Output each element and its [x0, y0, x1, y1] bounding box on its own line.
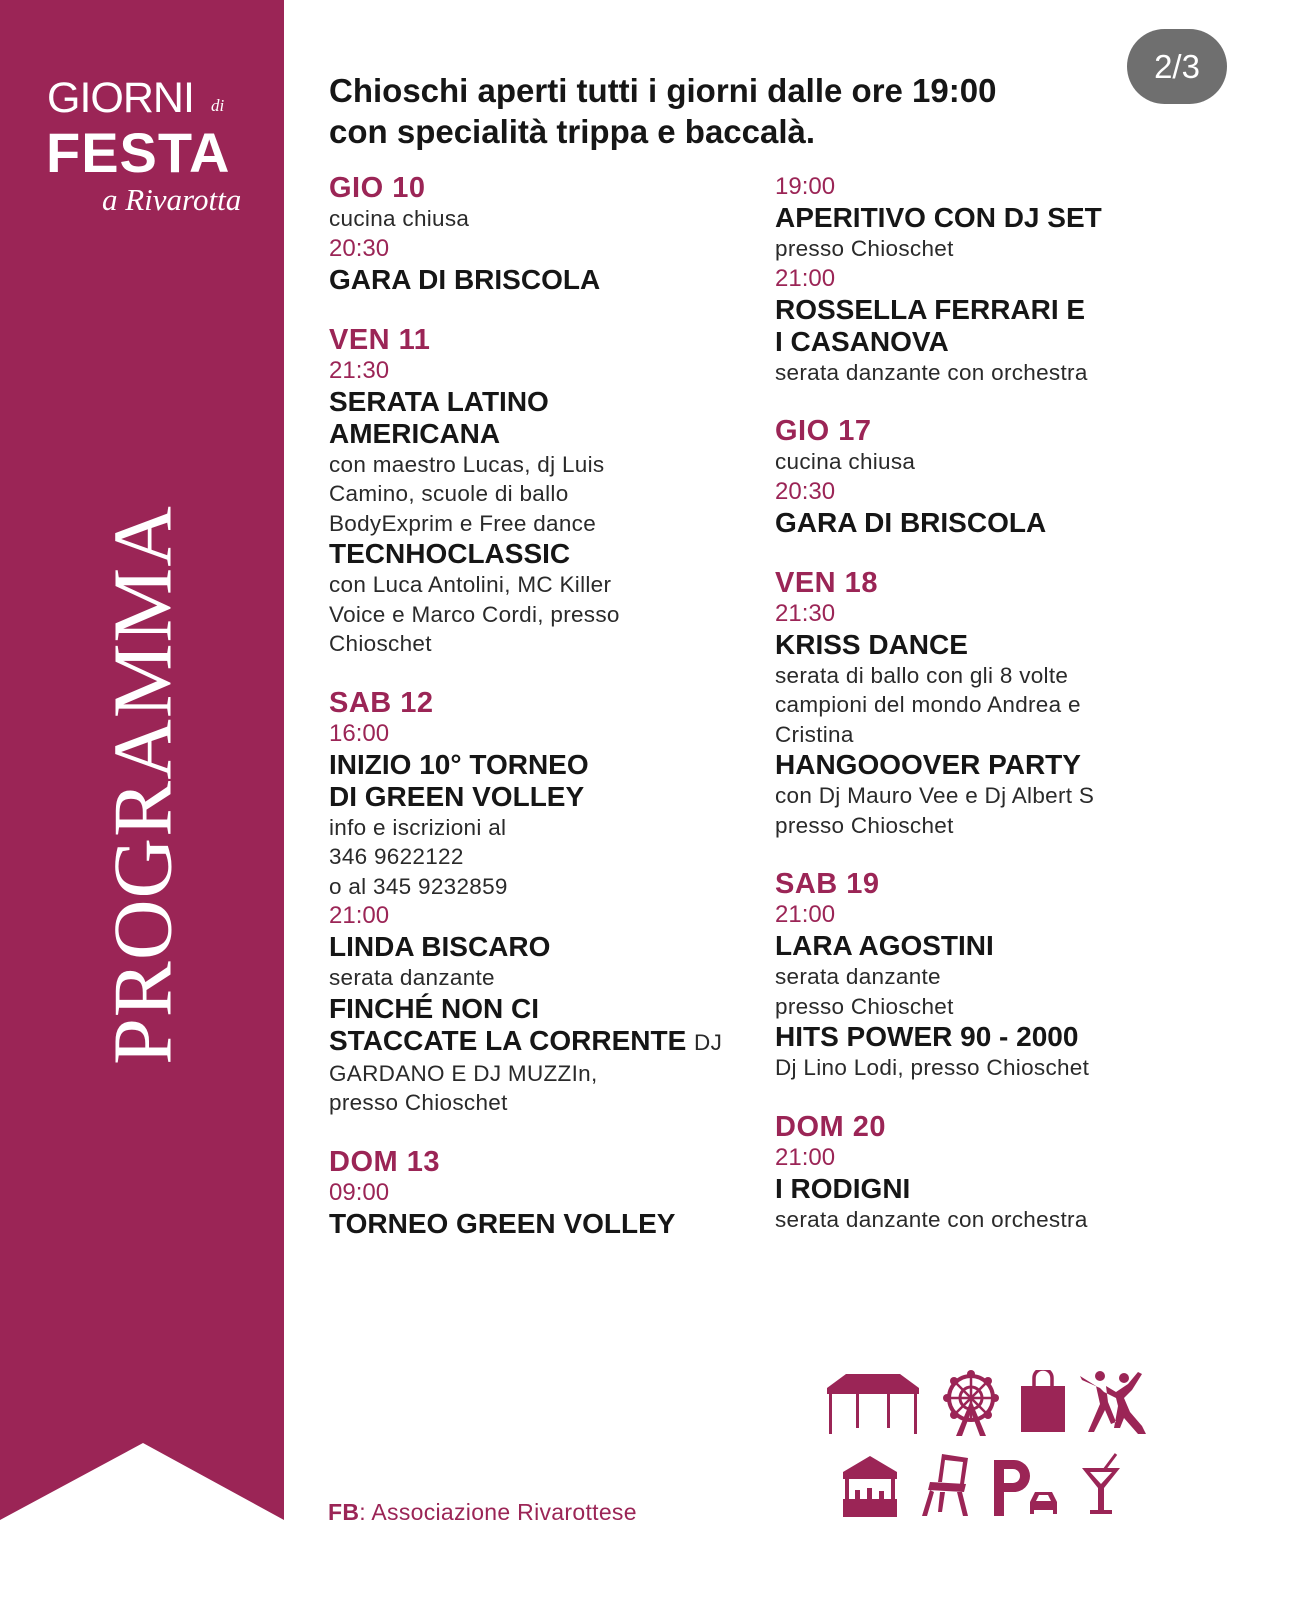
logo-festa: FESTA — [46, 121, 231, 184]
footer-prefix: FB — [328, 1499, 360, 1525]
event-title: KRISS DANCE — [775, 628, 968, 660]
event-desc: Camino, scuole di ballo — [329, 481, 569, 506]
headline-line2: con specialità trippa e baccalà. — [329, 113, 816, 150]
event-desc: Voice e Marco Cordi, presso — [329, 601, 620, 627]
day-ven-11 — [329, 324, 749, 659]
event-desc: presso Chioschet — [775, 236, 954, 261]
event-desc: campioni del mondo Andrea e — [775, 692, 1081, 717]
page-indicator[interactable]: 2/3 — [1127, 29, 1227, 104]
dancers-icon — [1078, 1370, 1148, 1436]
event-desc: 346 9622122 — [329, 844, 464, 869]
schedule-left-column — [329, 172, 749, 1268]
event-title: TORNEO GREEN VOLLEY — [329, 1207, 676, 1239]
day-label: SAB 19 — [775, 868, 880, 900]
chair-icon — [920, 1452, 972, 1518]
event-time: 21:30 — [775, 599, 836, 627]
footer-facebook[interactable] — [328, 1499, 637, 1526]
event-title: ROSSELLA FERRARI E — [775, 293, 1086, 325]
day-label: SAB 12 — [329, 686, 434, 719]
event-title: GARA DI BRISCOLA — [329, 263, 601, 295]
event-desc: serata danzante con orchestra — [775, 359, 1088, 385]
programma-title: PROGRAMMA — [96, 505, 190, 1065]
event-title: APERITIVO CON DJ SET — [775, 202, 1102, 233]
logo-giorni: GIORNI — [47, 74, 194, 122]
parking-icon — [992, 1458, 1060, 1518]
event-title: HANGOOOVER PARTY — [775, 749, 1081, 780]
event-desc: con Luca Antolini, MC Killer — [329, 572, 612, 597]
logo-di: di — [211, 96, 225, 115]
event-desc: serata danzante con orchestra — [775, 1206, 1088, 1232]
event-desc: serata di ballo con gli 8 volte — [775, 662, 1069, 688]
event-title: I RODIGNI — [775, 1172, 911, 1204]
event-title: LARA AGOSTINI — [775, 930, 994, 961]
event-note: cucina chiusa — [775, 449, 916, 474]
day-label: GIO 17 — [775, 415, 872, 447]
event-time: 21:00 — [329, 902, 390, 929]
event-time: 21:00 — [775, 264, 836, 292]
kiosk-icon — [841, 1454, 899, 1518]
day-sab-12 — [329, 687, 749, 1118]
event-title: INIZIO 10° TORNEO — [329, 748, 589, 780]
event-desc: o al 345 9232859 — [329, 873, 508, 899]
event-desc: serata danzante — [775, 964, 941, 989]
event-desc: presso Chioschet — [329, 1090, 508, 1115]
event-time: 21:00 — [775, 1143, 836, 1171]
event-title: GARA DI BRISCOLA — [775, 506, 1047, 538]
headline-line1: Chioschi aperti tutti i giorni dalle ore 19:00 — [329, 72, 997, 109]
day-label: DOM 13 — [329, 1145, 440, 1178]
ferris-wheel-icon — [940, 1370, 1002, 1438]
headline — [329, 70, 996, 152]
event-time: 20:30 — [775, 477, 836, 505]
event-inline-desc: DJ — [694, 1029, 723, 1055]
day-ven-18 — [775, 567, 1195, 841]
day-dom-13 — [329, 1146, 749, 1240]
event-desc: Dj Lino Lodi, presso Chioschet — [775, 1055, 1090, 1080]
event-title: HITS POWER 90 - 2000 — [775, 1021, 1079, 1052]
day-label: VEN 18 — [775, 566, 878, 599]
event-title-text: STACCATE LA CORRENTE — [329, 1024, 687, 1056]
event-desc: presso Chioschet — [775, 993, 954, 1019]
event-desc: GARDANO E DJ MUZZIn, — [329, 1060, 598, 1086]
shopping-bag-icon — [1019, 1370, 1067, 1434]
event-title: SERATA LATINO — [329, 385, 549, 417]
day-label: GIO 10 — [329, 172, 426, 204]
event-note: cucina chiusa — [329, 206, 470, 231]
event-title: AMERICANA — [329, 417, 501, 449]
day-continued — [775, 172, 1195, 387]
event-desc: serata danzante — [329, 965, 495, 990]
event-title — [329, 1025, 749, 1059]
ribbon-banner — [0, 0, 288, 1597]
event-time: 21:00 — [775, 901, 836, 928]
event-time: 21:30 — [329, 356, 390, 384]
footer-text: : Associazione Rivarottese — [359, 1499, 637, 1525]
event-title: LINDA BISCARO — [329, 931, 551, 962]
schedule-right-column — [775, 172, 1195, 1262]
event-desc: Chioschet — [329, 631, 432, 656]
event-time: 20:30 — [329, 234, 390, 262]
event-desc: presso Chioschet — [775, 812, 954, 838]
event-title: FINCHÉ NON CI — [329, 992, 539, 1024]
cocktail-icon — [1080, 1452, 1122, 1518]
event-time: 16:00 — [329, 719, 390, 747]
event-desc: con maestro Lucas, dj Luis — [329, 451, 605, 477]
day-label: VEN 11 — [329, 323, 431, 356]
day-label: DOM 20 — [775, 1110, 886, 1143]
event-title: TECNHOCLASSIC — [329, 538, 571, 569]
event-desc: Cristina — [775, 721, 854, 747]
day-gio-17 — [775, 415, 1195, 539]
event-time: 09:00 — [329, 1178, 390, 1206]
event-title: DI GREEN VOLLEY — [329, 780, 585, 812]
event-desc: info e iscrizioni al — [329, 814, 507, 840]
event-time: 19:00 — [775, 173, 836, 200]
event-title: I CASANOVA — [775, 325, 949, 357]
event-desc: con Dj Mauro Vee e Dj Albert S — [775, 783, 1095, 808]
day-dom-20 — [775, 1111, 1195, 1235]
day-gio-10 — [329, 172, 749, 296]
logo-place: a Rivarotta — [102, 182, 242, 217]
day-sab-19 — [775, 868, 1195, 1083]
event-desc: BodyExprim e Free dance — [329, 510, 597, 536]
gazebo-icon — [826, 1372, 920, 1436]
